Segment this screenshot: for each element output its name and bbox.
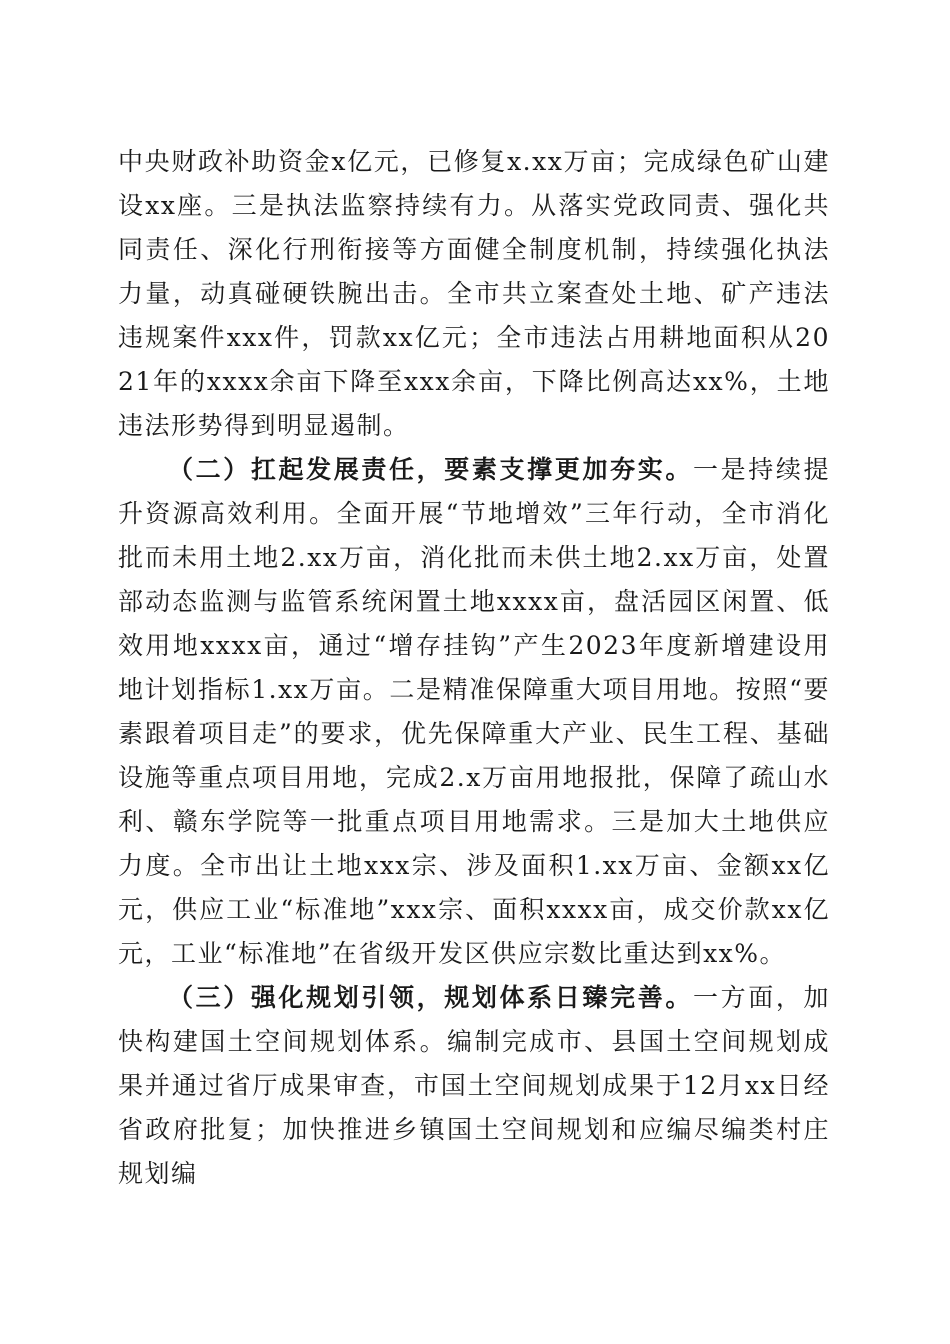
section-heading-2: （二）扛起发展责任，要素支撑更加夯实。: [168, 455, 693, 484]
paragraph-development: [118, 448, 830, 976]
document-page: [118, 140, 830, 1196]
paragraph-enforcement: [118, 140, 830, 448]
paragraph-body: 一方面，加快构建国土空间规划体系。编制完成市、县国土空间规划成果并通过省厅成果审查，市国土空间规划成果于12月xx日经省政府批复；加快推进乡镇国土空间规划和应编尽编类村庄规划编: [118, 983, 830, 1188]
paragraph-body: 中央财政补助资金x亿元，已修复x.xx万亩；完成绿色矿山建设xx座。三是执法监察持续有力。从落实党政同责、强化共同责任、深化行刑衔接等方面健全制度机制，持续强化执法力量，动真碰硬铁腕出击。全市共立案查处土地、矿产违法违规案件xxx件，罚款xx亿元；全市违法占用耕地面积从2021年的xxxx余亩下降至xxx余亩，下降比例高达xx%，土地违法形势得到明显遏制。: [118, 147, 830, 440]
paragraph-body: 一是持续提升资源高效利用。全面开展“节地增效”三年行动，全市消化批而未用土地2.xx万亩，消化批而未供土地2.xx万亩，处置部动态监测与监管系统闲置土地xxxx亩，盘活园区闲置、低效用地xxxx亩，通过“增存挂钩”产生2023年度新增建设用地计划指标1.xx万亩。二是精准保障重大项目用地。按照“要素跟着项目走”的要求，优先保障重大产业、民生工程、基础设施等重点项目用地，完成2.x万亩用地报批，保障了疏山水利、赣东学院等一批重点项目用地需求。三是加大土地供应力度。全市出让土地xxx宗、涉及面积1.xx万亩、金额xx亿元，供应工业“标准地”xxx宗、面积xxxx亩，成交价款xx亿元，工业“标准地”在省级开发区供应宗数比重达到xx%。: [118, 455, 830, 968]
section-heading-3: （三）强化规划引领，规划体系日臻完善。: [168, 983, 693, 1012]
paragraph-planning: [118, 976, 830, 1196]
